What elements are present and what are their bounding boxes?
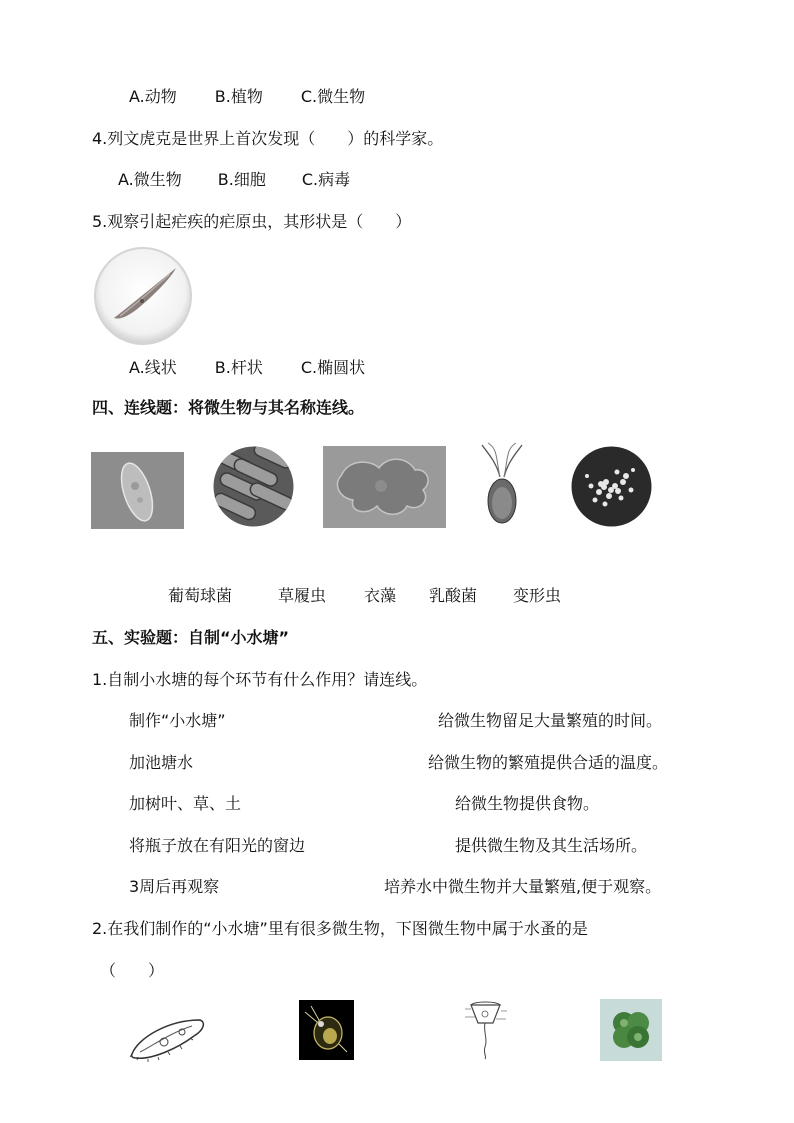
vorticella-sketch-image[interactable] xyxy=(463,1001,508,1061)
step-make-pond[interactable]: 制作“小水塘” xyxy=(129,711,226,730)
lactobacillus-image xyxy=(213,446,294,527)
water-flea-image[interactable] xyxy=(299,1000,354,1060)
section5-q1-stem: 1.自制小水塘的每个环节有什么作用？请连线。 xyxy=(92,670,428,689)
q3-option-a[interactable]: A.动物 xyxy=(129,87,177,106)
q4-stem: 4.列文虎克是世界上首次发现（ ）的科学家。 xyxy=(92,129,444,148)
organism-name-paramecium[interactable]: 草履虫 xyxy=(278,586,327,605)
q4-option-c[interactable]: C.病毒 xyxy=(301,170,351,189)
role-food[interactable]: 给微生物提供食物。 xyxy=(455,794,600,813)
q5-option-b[interactable]: B.杆状 xyxy=(214,358,263,377)
q3-option-b[interactable]: B.植物 xyxy=(214,87,263,106)
chlamydomonas-image xyxy=(478,441,526,527)
q5-options xyxy=(129,360,365,376)
staphylococcus-image xyxy=(571,446,652,527)
step-add-pond-water[interactable]: 加池塘水 xyxy=(129,753,194,772)
q5-stem: 5.观察引起疟疾的疟原虫，其形状是（ ） xyxy=(92,212,412,231)
role-habitat[interactable]: 提供微生物及其生活场所。 xyxy=(455,836,648,855)
step-observe-3-weeks[interactable]: 3周后再观察 xyxy=(129,877,220,896)
role-temperature[interactable]: 给微生物的繁殖提供合适的温度。 xyxy=(428,753,669,772)
q5-option-c[interactable]: C.椭圆状 xyxy=(300,358,366,377)
section5-title: 五、实验题：自制“小水塘” xyxy=(92,628,290,647)
paramecium-sketch-image[interactable] xyxy=(128,1014,208,1062)
section4-title: 四、连线题：将微生物与其名称连线。 xyxy=(92,398,365,417)
role-breeding-time[interactable]: 给微生物留足大量繁殖的时间。 xyxy=(438,711,663,730)
organism-name-staphylococcus[interactable]: 葡萄球菌 xyxy=(168,586,233,605)
organism-name-chlamydomonas[interactable]: 衣藻 xyxy=(364,586,397,605)
step-add-leaves-soil[interactable]: 加树叶、草、土 xyxy=(129,794,242,813)
green-algae-image[interactable] xyxy=(600,999,662,1061)
q5-option-a[interactable]: A.线状 xyxy=(129,358,177,377)
section5-q2-stem: 2.在我们制作的“小水塘”里有很多微生物，下图微生物中属于水蚤的是 xyxy=(92,919,588,938)
paramecium-image xyxy=(91,452,184,529)
step-sunny-window[interactable]: 将瓶子放在有阳光的窗边 xyxy=(129,836,306,855)
role-cultivate-observe[interactable]: 培养水中微生物并大量繁殖,便于观察。 xyxy=(384,877,662,896)
section5-q2-blank[interactable]: （ ） xyxy=(100,961,165,980)
plasmodium-image xyxy=(92,246,194,346)
q4-option-a[interactable]: A.微生物 xyxy=(118,170,182,189)
organism-name-lactobacillus[interactable]: 乳酸菌 xyxy=(429,586,478,605)
organism-name-amoeba[interactable]: 变形虫 xyxy=(513,586,562,605)
q4-options xyxy=(118,172,350,188)
q4-option-b[interactable]: B.细胞 xyxy=(217,170,266,189)
q3-option-c[interactable]: C.微生物 xyxy=(300,87,366,106)
amoeba-image xyxy=(323,446,446,528)
q3-options xyxy=(129,89,365,105)
